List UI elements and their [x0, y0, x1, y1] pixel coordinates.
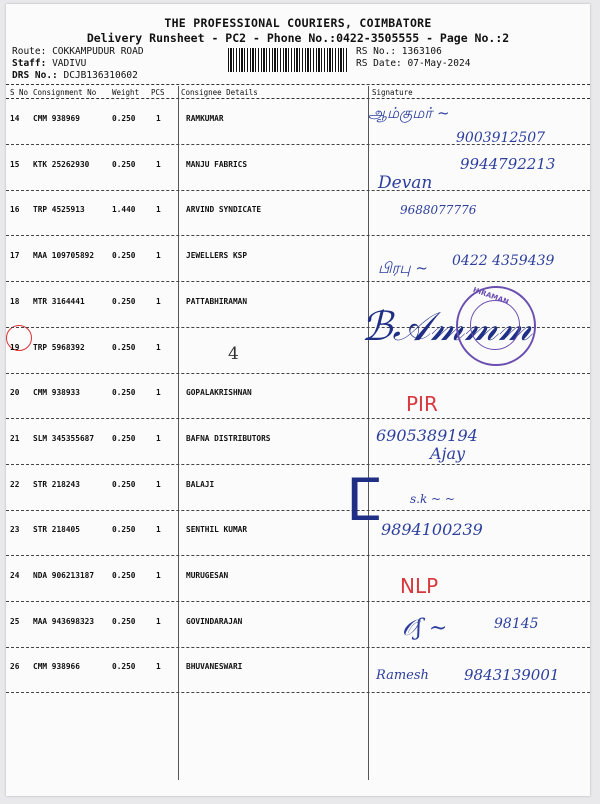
- col-signature: Signature: [372, 88, 413, 97]
- route-line: Route: COKKAMPUDUR ROAD: [12, 46, 144, 57]
- cell-pcs: 1: [156, 571, 161, 580]
- stamp-seal: [456, 286, 536, 366]
- cell-sno: 14: [10, 114, 20, 123]
- r18-signature: ℬ𝒜𝓂𝓂𝓂: [361, 304, 533, 350]
- cell-consignee: ARVIND SYNDICATE: [186, 205, 262, 215]
- cell-consignee: BAFNA DISTRIBUTORS: [186, 433, 271, 443]
- cell-sno: 24: [10, 571, 20, 580]
- cell-cons: TRP 5968392: [33, 342, 85, 352]
- cell-cons: CMM 938969: [33, 114, 80, 123]
- r21-status: PIR: [406, 392, 438, 416]
- cell-weight: 0.250: [112, 616, 136, 626]
- cell-sno: 16: [10, 205, 20, 215]
- r22-signature: s.k ~ ~: [410, 492, 455, 506]
- cell-weight: 0.250: [112, 388, 136, 398]
- cell-consignee: BHUVANESWARI: [186, 662, 243, 672]
- header-top-rule: [6, 84, 590, 85]
- cell-weight: 0.250: [112, 662, 136, 672]
- table-row: [6, 191, 590, 236]
- cell-cons: TRP 4525913: [33, 205, 85, 215]
- drs-line: DRS No.: DCJB136310602: [12, 70, 138, 81]
- rs-date-value: 07-May-2024: [407, 58, 471, 69]
- r14-phone: 9003912507: [456, 130, 546, 146]
- rs-no-line: RS No.: 1363106: [356, 46, 442, 57]
- cell-sno: 19: [10, 342, 20, 352]
- cell-sno: 17: [10, 251, 20, 261]
- col-consignment: Consignment No: [33, 88, 97, 97]
- cell-cons: KTK 25262930: [33, 159, 90, 169]
- cell-cons: MAA 943698323: [33, 616, 95, 626]
- r26-phone: 9843139001: [464, 666, 560, 684]
- cell-weight: 0.250: [112, 433, 136, 443]
- cell-sno: 20: [10, 388, 20, 398]
- cell-consignee: RAMKUMAR: [186, 114, 224, 123]
- cell-weight: 0.250: [112, 571, 136, 580]
- cell-sno: 18: [10, 296, 20, 306]
- r25-phone: 98145: [494, 616, 539, 632]
- cell-consignee: PATTABHIRAMAN: [186, 296, 248, 306]
- cell-weight: 0.250: [112, 296, 136, 306]
- r21-name: Ajay: [430, 444, 466, 463]
- cell-cons: MTR 3164441: [33, 296, 85, 306]
- table-row: [6, 420, 590, 465]
- cell-weight: 0.250: [112, 342, 136, 352]
- cell-consignee: JEWELLERS KSP: [186, 251, 248, 261]
- cell-sno: 25: [10, 616, 20, 626]
- col-weight: Weight: [112, 88, 140, 97]
- runsheet-page: [6, 4, 590, 796]
- cell-sno: 15: [10, 159, 20, 169]
- col-sno: S No: [10, 88, 29, 97]
- cell-cons: STR 218405: [33, 525, 80, 535]
- cell-cons: MAA 109705892: [33, 251, 95, 261]
- cell-cons: STR 218243: [33, 479, 80, 489]
- r25-signature: 𝒪ʃ ~: [402, 616, 448, 641]
- company-title: THE PROFESSIONAL COURIERS, COIMBATORE: [164, 16, 432, 30]
- table-row: [6, 557, 590, 602]
- r24-status: NLP: [400, 574, 439, 598]
- cell-sno: 26: [10, 662, 20, 672]
- cell-sno: 21: [10, 433, 20, 443]
- barcode-image: [228, 48, 348, 72]
- cell-cons: NDA 906213187: [33, 571, 95, 580]
- cell-pcs: 1: [156, 159, 161, 169]
- cell-pcs: 1: [156, 296, 161, 306]
- stamp-text: HIRAMAN: [471, 285, 510, 307]
- cell-pcs: 1: [156, 662, 161, 672]
- r22-r23-bracket: ⵎ: [346, 466, 382, 534]
- cell-sno: 23: [10, 525, 20, 535]
- r23-phone: 9894100239: [381, 520, 483, 539]
- table-row: [6, 466, 590, 511]
- cell-pcs: 1: [156, 114, 161, 123]
- cell-cons: CMM 938966: [33, 662, 80, 672]
- cell-consignee: MURUGESAN: [186, 571, 229, 580]
- cell-weight: 0.250: [112, 525, 136, 535]
- r15-name: Devan: [378, 173, 433, 193]
- r21-phone: 6905389194: [376, 426, 478, 445]
- cell-weight: 0.250: [112, 114, 136, 123]
- rs-no-value: 1363106: [401, 46, 442, 57]
- runsheet-title: Delivery Runsheet - PC2 - Phone No.:0422-3505555 - Page No.:2: [86, 31, 510, 45]
- cell-consignee: GOPALAKRISHNAN: [186, 388, 252, 398]
- cell-pcs: 1: [156, 342, 161, 352]
- table-row: [6, 511, 590, 556]
- r26-name: Ramesh: [376, 668, 429, 683]
- r14-signature: ஆம்குமர் ~: [368, 104, 450, 122]
- cell-consignee: MANJU FABRICS: [186, 159, 248, 169]
- r15-phone: 9944792213: [460, 155, 556, 173]
- cell-weight: 0.250: [112, 251, 136, 261]
- table-row: [6, 374, 590, 419]
- cell-cons: CMM 938933: [33, 388, 80, 398]
- cell-pcs: 1: [156, 205, 161, 215]
- cell-sno: 22: [10, 479, 20, 489]
- cell-cons: SLM 345355687: [33, 433, 95, 443]
- cell-consignee: BALAJI: [186, 479, 215, 489]
- col-consignee: Consignee Details: [181, 88, 258, 97]
- cell-pcs: 1: [156, 616, 161, 626]
- cell-pcs: 1: [156, 479, 161, 489]
- drs-value: DCJB136310602: [63, 70, 138, 81]
- cell-pcs: 1: [156, 433, 161, 443]
- route-value: COKKAMPUDUR ROAD: [52, 46, 144, 57]
- r19-mark: 4: [228, 344, 239, 364]
- staff-line: Staff: VADIVU: [12, 58, 87, 69]
- r17-phone: 0422 4359439: [452, 253, 555, 269]
- cell-pcs: 1: [156, 388, 161, 398]
- cell-consignee: SENTHIL KUMAR: [186, 525, 248, 535]
- rs-date-line: RS Date: 07-May-2024: [356, 58, 471, 69]
- cell-consignee: GOVINDARAJAN: [186, 616, 243, 626]
- cell-pcs: 1: [156, 251, 161, 261]
- r16-phone: 9688077776: [400, 203, 477, 217]
- cell-weight: 0.250: [112, 479, 136, 489]
- header-bottom-rule: [6, 98, 590, 99]
- cell-weight: 1.440: [112, 205, 136, 215]
- cell-pcs: 1: [156, 525, 161, 535]
- row-separator: [6, 692, 590, 693]
- r17-signature: பிரபு ~: [378, 259, 428, 277]
- col-pcs: PCS: [151, 88, 165, 97]
- staff-value: VADIVU: [52, 58, 87, 69]
- cell-weight: 0.250: [112, 159, 136, 169]
